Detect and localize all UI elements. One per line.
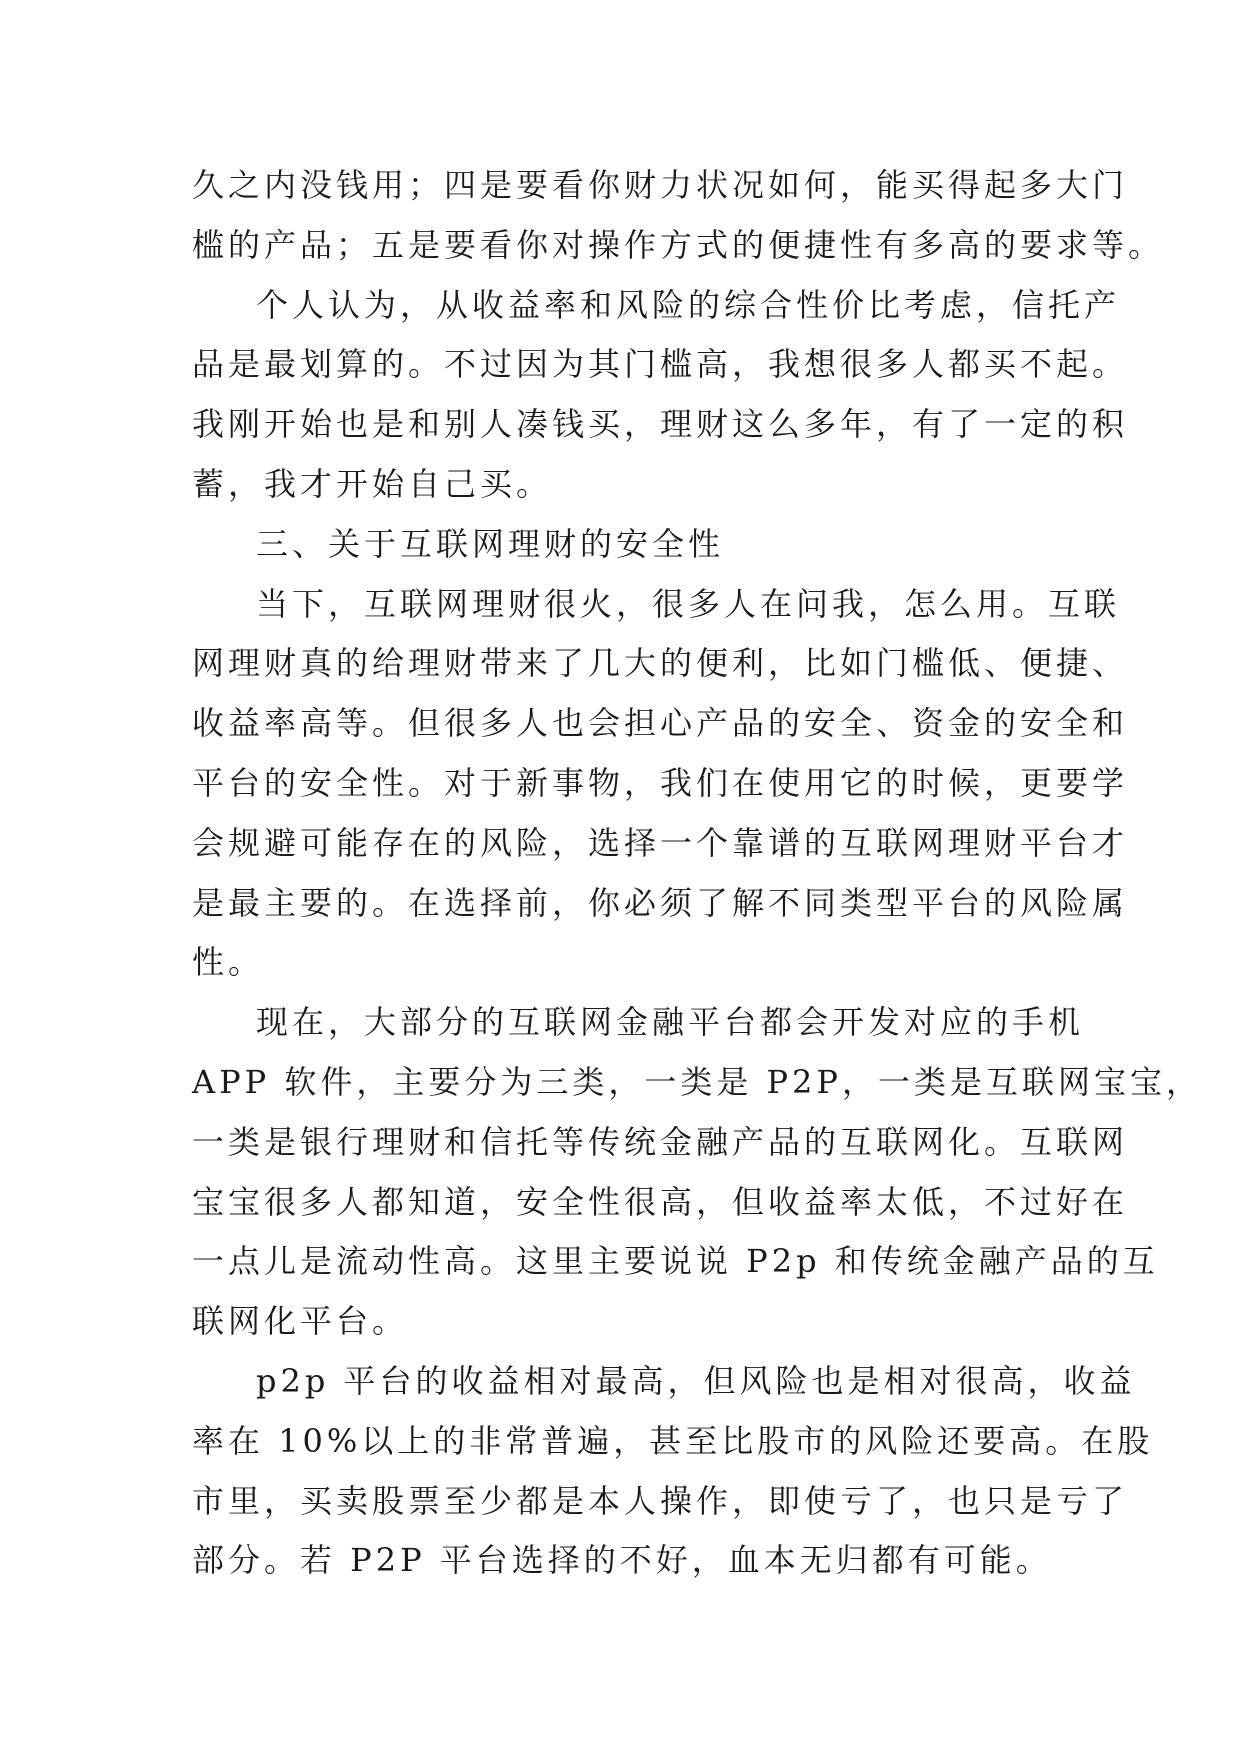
text-line: 品是最划算的。不过因为其门槛高，我想很多人都买不起。 [192, 345, 1129, 384]
text-line: 是最主要的。在选择前，你必须了解不同类型平台的风险属 [192, 883, 1129, 922]
text-line: p2p 平台的收益相对最高，但风险也是相对很高，收益 [256, 1361, 1136, 1400]
text-line: 槛的产品；五是要看你对操作方式的便捷性有多高的要求等。 [192, 225, 1165, 264]
text-line: 平台的安全性。对于新事物，我们在使用它的时候，更要学 [192, 763, 1129, 802]
text-line: 一点儿是流动性高。这里主要说说 P2p 和传统金融产品的互 [192, 1242, 1159, 1281]
text-line: 部分。若 P2P 平台选择的不好，血本无归都有可能。 [192, 1541, 1052, 1580]
text-line: 现在，大部分的互联网金融平台都会开发对应的手机 [256, 1003, 1085, 1042]
text-line: 我刚开始也是和别人凑钱买，理财这么多年，有了一定的积 [192, 405, 1129, 444]
text-line: 联网化平台。 [192, 1302, 409, 1341]
text-line: 一类是银行理财和信托等传统金融产品的互联网化。互联网 [192, 1122, 1129, 1161]
body-text [192, 156, 1202, 1591]
text-line: 三、关于互联网理财的安全性 [256, 524, 725, 563]
text-line: 网理财真的给理财带来了几大的便利，比如门槛低、便捷、 [192, 644, 1129, 683]
text-line: 收益率高等。但很多人也会担心产品的安全、资金的安全和 [192, 704, 1129, 743]
text-line: 率在 10%以上的非常普遍，甚至比股市的风险还要高。在股 [192, 1421, 1154, 1460]
text-line: APP 软件，主要分为三类，一类是 P2P，一类是互联网宝宝， [192, 1062, 1202, 1101]
text-line: 性。 [192, 943, 265, 982]
text-line: 个人认为，从收益率和风险的综合性价比考虑，信托产 [256, 285, 1121, 324]
text-line: 市里，买卖股票至少都是本人操作，即使亏了，也只是亏了 [192, 1481, 1129, 1520]
text-line: 宝宝很多人都知道，安全性很高，但收益率太低，不过好在 [192, 1182, 1129, 1221]
text-line: 蓄，我才开始自己买。 [192, 464, 553, 503]
text-line: 当下，互联网理财很火，很多人在问我，怎么用。互联 [256, 584, 1121, 623]
text-line: 会规避可能存在的风险，选择一个靠谱的互联网理财平台才 [192, 823, 1129, 862]
text-line: 久之内没钱用；四是要看你财力状况如何，能买得起多大门 [192, 166, 1129, 204]
